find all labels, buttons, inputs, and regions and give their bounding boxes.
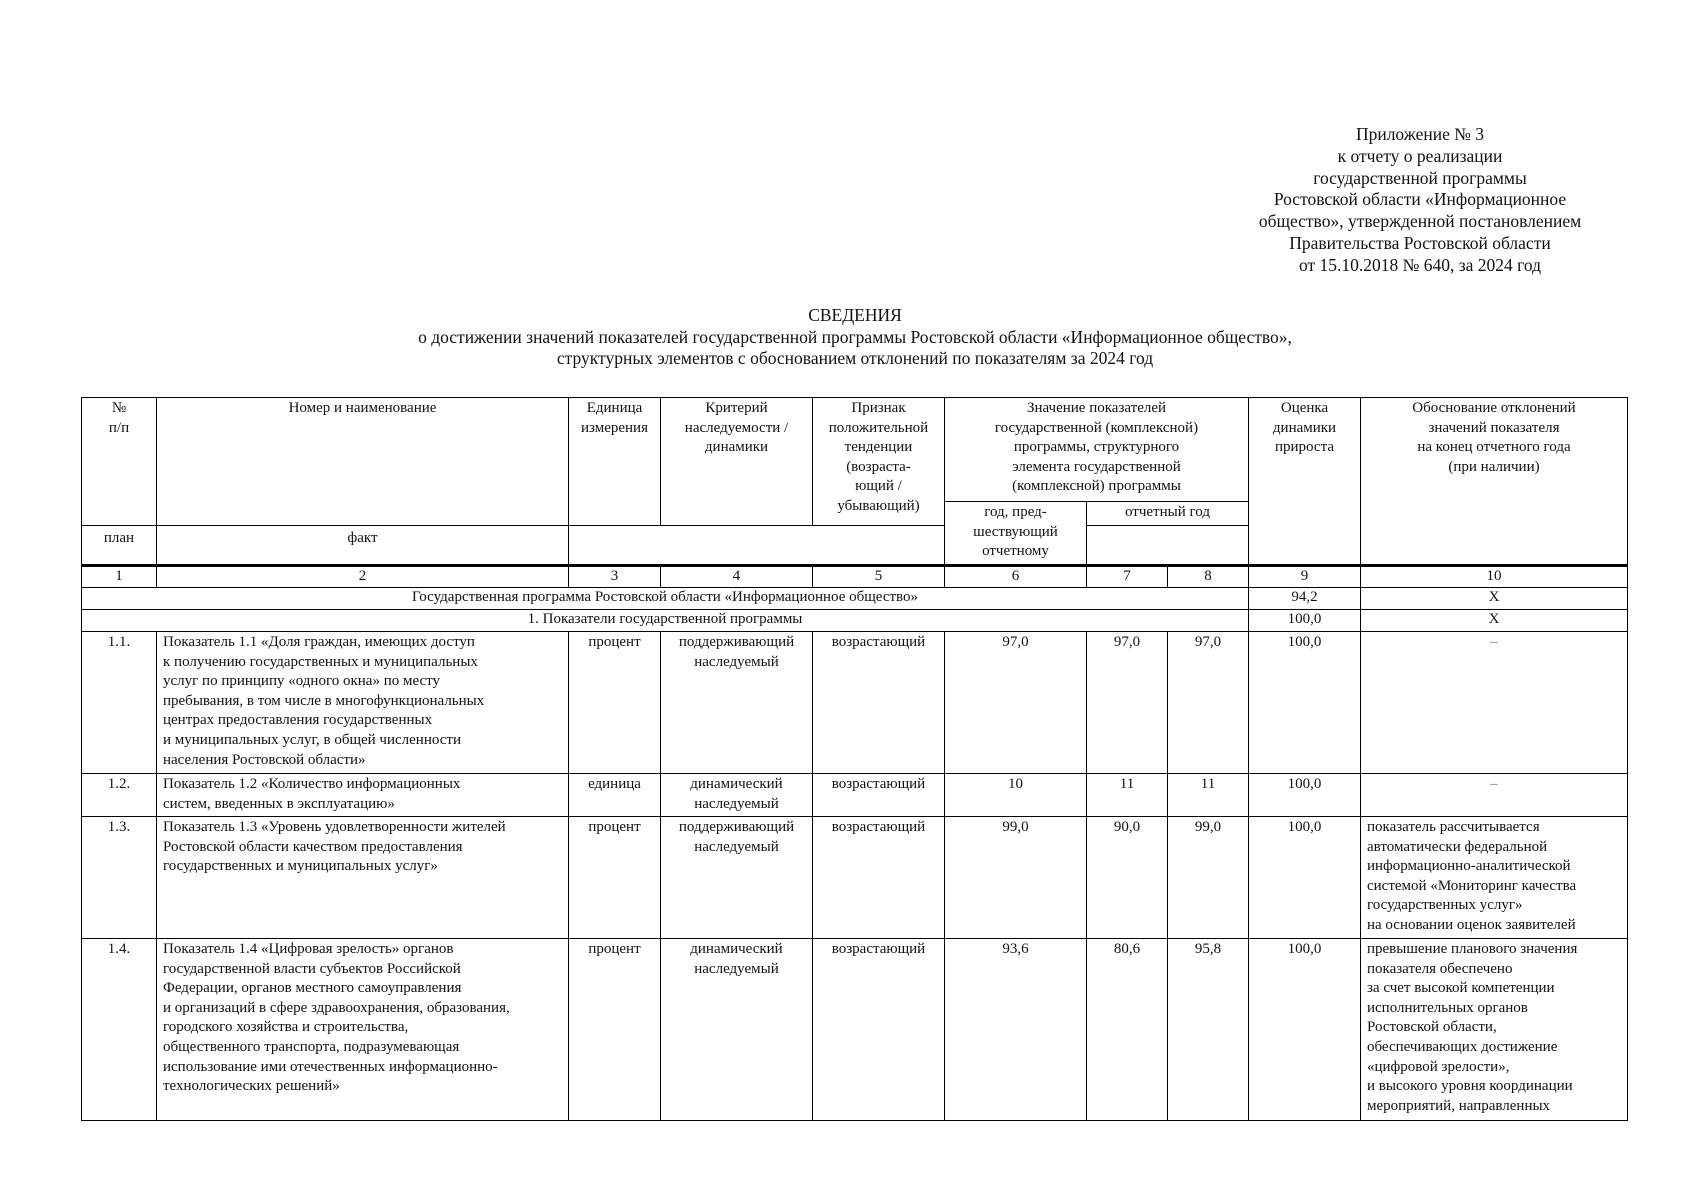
row-unit: процент: [569, 939, 661, 1121]
section-label: 1. Показатели государственной программы: [82, 610, 1249, 632]
column-number: 3: [569, 566, 661, 588]
row-dynamics: 100,0: [1249, 817, 1361, 939]
row-name: Показатель 1.4 «Цифровая зрелость» органов государственной власти субъектов Российской Федерации, органов местного самоуправления и организаций в сфере здравоохранения, образования, городского хозяйства и строительства, общественного транспорта, подразумевающая использование ими отечественных информационно- технологических решений»: [157, 939, 569, 1121]
column-number: 4: [661, 566, 813, 588]
row-fact: 97,0: [1168, 632, 1249, 774]
table-row: [82, 632, 1628, 774]
column-number: 7: [1087, 566, 1168, 588]
row-plan: 11: [1087, 774, 1168, 817]
column-number: 9: [1249, 566, 1361, 588]
program-label: Государственная программа Ростовской области «Информационное общество»: [82, 588, 1249, 610]
column-number: 2: [157, 566, 569, 588]
row-num: 1.2.: [82, 774, 157, 817]
column-number: 6: [945, 566, 1087, 588]
row-justification: –: [1361, 774, 1628, 817]
row-criterion: поддерживающий наследуемый: [661, 632, 813, 774]
appendix-block: [1225, 124, 1615, 277]
document-subtitle-line-2: структурных элементов с обоснованием отклонений по показателям за 2024 год: [556, 348, 1154, 368]
header-report-year: отчетный год: [1087, 502, 1249, 526]
row-fact: 99,0: [1168, 817, 1249, 939]
row-justification: –: [1361, 632, 1628, 774]
header-name: Номер и наименование: [157, 398, 569, 526]
header-values-group: Значение показателей государственной (комплексной) программы, структурного элемента государственной (комплексной) программы: [945, 398, 1249, 502]
row-fact: 95,8: [1168, 939, 1249, 1121]
row-justification: показатель рассчитывается автоматически федеральной информационно-аналитической системой «Мониторинг качества государственных услуг» на основании оценок заявителей: [1361, 817, 1628, 939]
column-number: 1: [82, 566, 157, 588]
row-prev: 97,0: [945, 632, 1087, 774]
appendix-line: от 15.10.2018 № 640, за 2024 год: [1298, 254, 1542, 275]
appendix-line: государственной программы: [1313, 167, 1527, 188]
header-prev-year: год, пред- шествующий отчетному: [945, 502, 1087, 566]
appendix-line: Приложение № 3: [1355, 124, 1485, 144]
row-name: Показатель 1.3 «Уровень удовлетворенности жителей Ростовской области качеством предоставления государственных и муниципальных услуг»: [157, 817, 569, 939]
program-row: [82, 588, 1628, 610]
row-criterion: поддерживающий наследуемый: [661, 817, 813, 939]
header-criterion: Критерий наследуемости / динамики: [661, 398, 813, 526]
row-dynamics: 100,0: [1249, 939, 1361, 1121]
row-plan: 97,0: [1087, 632, 1168, 774]
row-plan: 80,6: [1087, 939, 1168, 1121]
row-fact: 11: [1168, 774, 1249, 817]
row-criterion: динамический наследуемый: [661, 774, 813, 817]
row-plan: 90,0: [1087, 817, 1168, 939]
column-number: 10: [1361, 566, 1628, 588]
table-row: [82, 817, 1628, 939]
row-prev: 93,6: [945, 939, 1087, 1121]
row-trend: возрастающий: [813, 632, 945, 774]
document-heading: [80, 305, 1630, 370]
row-prev: 99,0: [945, 817, 1087, 939]
header-fact: факт: [157, 526, 569, 566]
header-plan: план: [82, 526, 157, 566]
section-dynamics: 100,0: [1249, 610, 1361, 632]
row-num: 1.3.: [82, 817, 157, 939]
row-num: 1.1.: [82, 632, 157, 774]
row-trend: возрастающий: [813, 774, 945, 817]
row-dynamics: 100,0: [1249, 774, 1361, 817]
document-title: СВЕДЕНИЯ: [808, 305, 902, 325]
column-number: 8: [1168, 566, 1249, 588]
column-numbers-row: [82, 566, 1628, 588]
row-name: Показатель 1.2 «Количество информационных систем, введенных в эксплуатацию»: [157, 774, 569, 817]
row-prev: 10: [945, 774, 1087, 817]
appendix-line: общество», утвержденной постановлением: [1258, 211, 1582, 232]
program-justification: X: [1361, 588, 1628, 610]
section-justification: X: [1361, 610, 1628, 632]
header-trend: Признак положительной тенденции (возраста- ющий / убывающий): [813, 398, 945, 526]
header-num: № п/п: [82, 398, 157, 526]
row-dynamics: 100,0: [1249, 632, 1361, 774]
row-unit: процент: [569, 817, 661, 939]
row-criterion: динамический наследуемый: [661, 939, 813, 1121]
appendix-line: Правительства Ростовской области: [1289, 232, 1551, 253]
section-row: [82, 610, 1628, 632]
row-trend: возрастающий: [813, 939, 945, 1121]
table-row: [82, 939, 1628, 1121]
appendix-line: Ростовской области «Информационное: [1273, 189, 1567, 210]
header-justification: Обоснование отклонений значений показателя на конец отчетного года (при наличии): [1361, 398, 1628, 566]
document-subtitle-line-1: о достижении значений показателей государственной программы Ростовской области «Информационное общество»,: [418, 326, 1292, 347]
table-row: [82, 774, 1628, 817]
row-unit: процент: [569, 632, 661, 774]
row-name: Показатель 1.1 «Доля граждан, имеющих доступ к получению государственных и муниципальных услуг по принципу «одного окна» по месту пребывания, в том числе в многофункциональных центрах предоставления государственных и муниципальных услуг, в общей численности населения Ростовской области»: [157, 632, 569, 774]
header-row-1: [82, 398, 1628, 502]
row-justification: превышение планового значения показателя обеспечено за счет высокой компетенции исполнительных органов Ростовской области, обеспечивающих достижение «цифровой зрелости», и высокого уровня координации мероприятий, направленных: [1361, 939, 1628, 1121]
header-dynamics: Оценка динамики прироста: [1249, 398, 1361, 566]
row-trend: возрастающий: [813, 817, 945, 939]
row-num: 1.4.: [82, 939, 157, 1121]
row-unit: единица: [569, 774, 661, 817]
program-dynamics: 94,2: [1249, 588, 1361, 610]
header-unit: Единица измерения: [569, 398, 661, 526]
column-number: 5: [813, 566, 945, 588]
indicators-table: [81, 397, 1628, 1121]
appendix-line: к отчету о реализации: [1337, 145, 1503, 166]
